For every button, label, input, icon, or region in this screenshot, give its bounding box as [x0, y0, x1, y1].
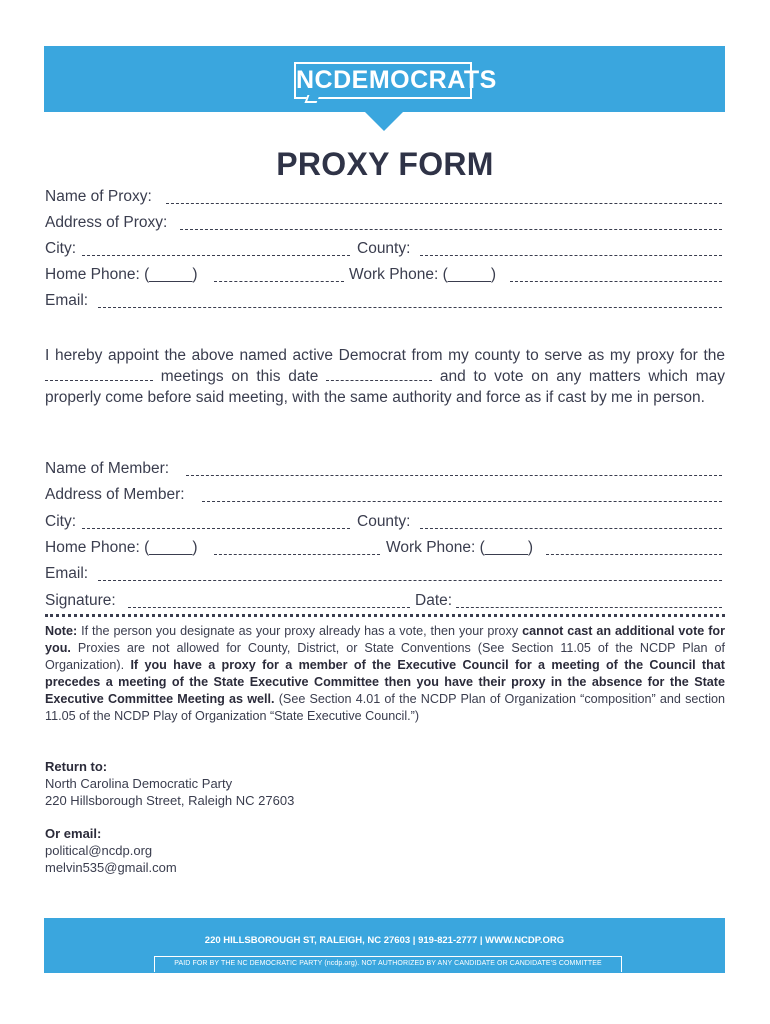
proxy-county-field[interactable] [420, 255, 722, 256]
note-text-2: Proxies are not allowed for County, District, or State Conventions (See Section 11.05 of the NCDP Plan of Organization). [45, 641, 725, 672]
member-address-field[interactable] [202, 501, 722, 502]
appointment-text-1: I hereby appoint the above named active Democrat from my county to serve as my proxy for the [45, 347, 725, 364]
footer-address: 220 HILLSBOROUGH ST, RALEIGH, NC 27603 | 919-821-2777 | WWW.NCDP.ORG [204, 935, 565, 946]
ncdemocrats-logo: NCDEMOCRATS [294, 62, 472, 99]
member-name-field[interactable] [186, 475, 722, 476]
or-email-section [45, 825, 177, 876]
note-section [45, 623, 725, 725]
proxy-email-label: Email: [45, 292, 89, 309]
member-name-label: Name of Member: [45, 460, 170, 477]
proxy-city-label: City: [45, 240, 76, 257]
page-title: PROXY FORM [276, 146, 494, 182]
note-text-1: If the person you designate as your proxy already has a vote, then your proxy [81, 624, 519, 638]
signature-field[interactable] [128, 607, 410, 608]
footer-disclaimer: PAID FOR BY THE NC DEMOCRATIC PARTY (ncdp.org). NOT AUTHORIZED BY ANY CANDIDATE OR CANDIDATE'S COMMITTEE [154, 956, 622, 972]
meeting-type-field[interactable] [45, 369, 153, 381]
proxy-name-field[interactable] [166, 203, 722, 204]
proxy-email-field[interactable] [98, 307, 722, 308]
note-text-3: (See Section 4.01 of the NCDP Plan of Organization “composition” and section 11.05 of the NCDP Play of Organization “State Executive Council.”) [45, 692, 726, 723]
signature-label: Signature: [45, 592, 116, 609]
member-home-phone-field[interactable] [214, 554, 380, 555]
member-work-phone-field[interactable] [546, 554, 722, 555]
note-bold-1: cannot cast an additional vote for you. [45, 624, 725, 655]
or-email-line-2[interactable]: melvin535@gmail.com [45, 860, 177, 875]
note-bold-2: If you have a proxy for a member of the Executive Council for a meeting of the Council that precedes a meeting of the State Executive Committee then you have their proxy in the absence for the State Executive Committee Meeting as well. [45, 658, 725, 706]
proxy-county-label: County: [357, 240, 411, 257]
member-county-label: County: [357, 513, 411, 530]
proxy-home-phone-field[interactable] [214, 281, 344, 282]
or-email-label: Or email: [45, 826, 102, 841]
proxy-address-field[interactable] [180, 229, 722, 230]
date-label: Date: [415, 592, 453, 609]
member-address-label: Address of Member: [45, 486, 185, 503]
proxy-work-phone-field[interactable] [510, 281, 722, 282]
proxy-home-phone-label: Home Phone: (_____) [45, 266, 198, 283]
proxy-name-label: Name of Proxy: [45, 188, 152, 205]
member-work-phone-label: Work Phone: (_____) [386, 539, 534, 556]
appointment-text-3: and to vote on any matters which may properly come before said meeting, with the same authority and force as if cast by me in person. [45, 368, 725, 406]
member-city-label: City: [45, 513, 76, 530]
return-to-section [45, 758, 294, 809]
return-to-line-1: North Carolina Democratic Party [45, 776, 233, 791]
member-city-field[interactable] [82, 528, 350, 529]
member-county-field[interactable] [420, 528, 722, 529]
return-to-line-2: 220 Hillsborough Street, Raleigh NC 27603 [45, 793, 295, 808]
or-email-line-1[interactable]: political@ncdp.org [45, 843, 153, 858]
member-email-label: Email: [45, 565, 89, 582]
note-label: Note: [45, 624, 78, 638]
member-email-field[interactable] [98, 580, 722, 581]
return-to-label: Return to: [45, 759, 108, 774]
footer-banner [44, 918, 725, 973]
proxy-address-label: Address of Proxy: [45, 214, 168, 231]
date-field[interactable] [456, 607, 722, 608]
header-arrow [364, 111, 404, 131]
member-home-phone-label: Home Phone: (_____) [45, 539, 198, 556]
dotted-divider [45, 614, 725, 617]
meeting-date-field[interactable] [326, 369, 432, 381]
appointment-statement [45, 345, 725, 408]
appointment-text-2: meetings on this date [160, 368, 319, 385]
proxy-work-phone-label: Work Phone: (_____) [349, 266, 497, 283]
proxy-city-field[interactable] [82, 255, 350, 256]
